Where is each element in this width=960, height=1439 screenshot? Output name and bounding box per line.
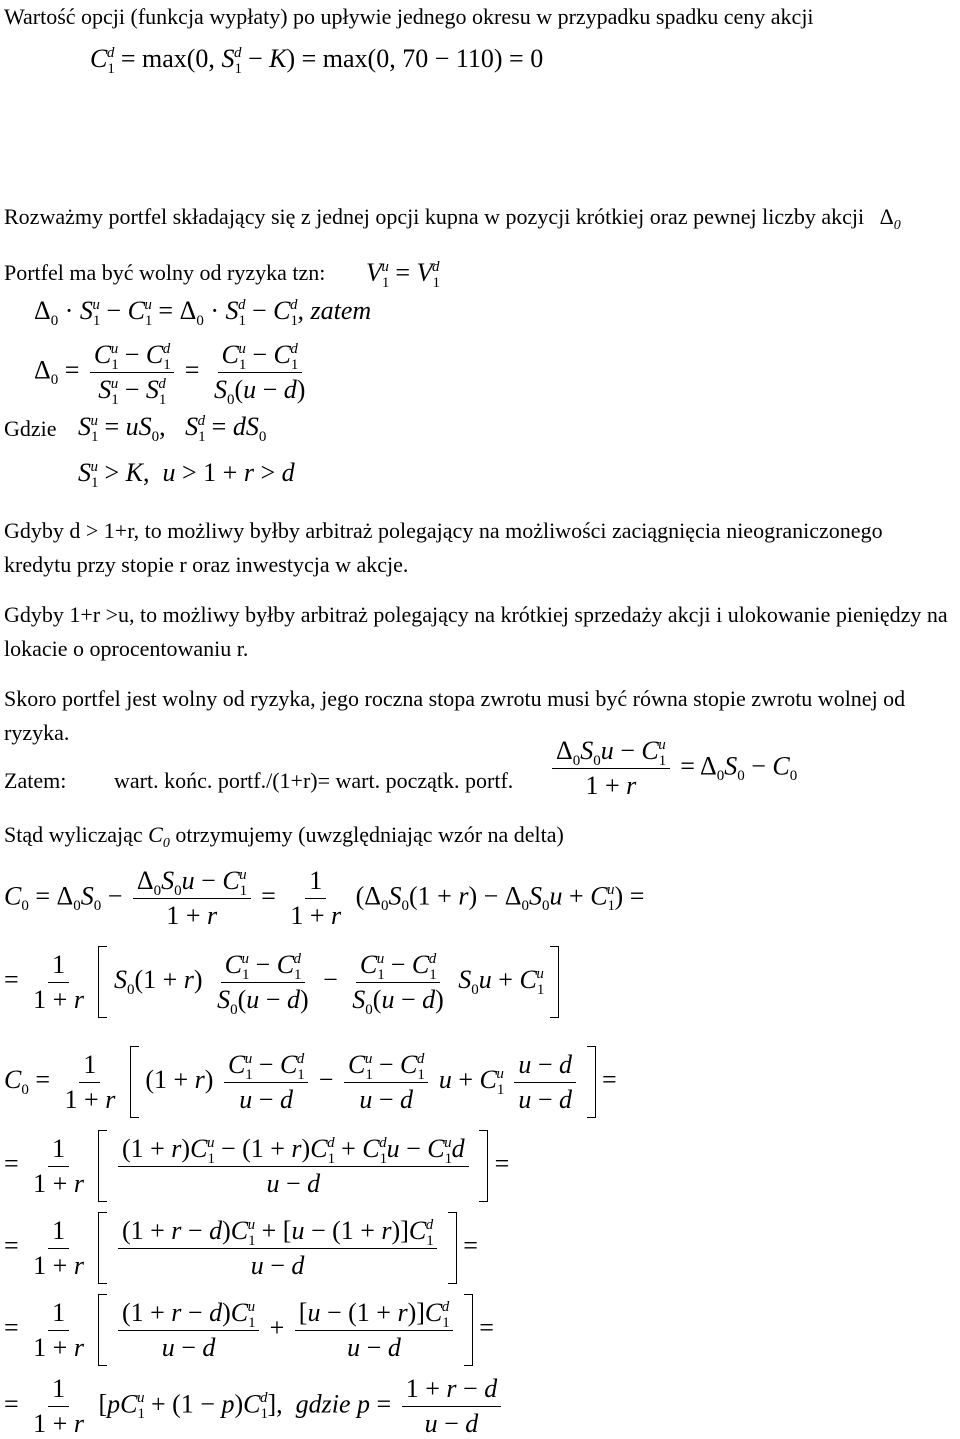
paragraph-arbitrage-u: Gdyby 1+r >u, to możliwy byłby arbitraż polegający na krótkiej sprzedaży akcji i ulokowanie pieniędzy na lokacie o oprocentowaniu r. bbox=[4, 602, 948, 661]
equation-c0-line3: $C_0$ = $\frac{1}{1 + r}$ (1 + r) $\frac{C_1^u - C_1^d}{u - d}$ − $\frac{C_1^u - C_1^d}{u - d}$ $u + C_1^u$ $\frac{u - d}{u - d}$ = bbox=[4, 1046, 617, 1118]
equation-payoff: $C_1^d = \max(0$, $S_1^d - K) = \max(0$, 70 − 110) = 0 bbox=[90, 44, 544, 77]
paragraph-derivation: Stąd wyliczając $C_0$ otrzymujemy (uwzględniając wzór na delta) bbox=[4, 822, 564, 851]
equation-pricing: $\frac{\Delta_0S_0u - C_1^u}{1 + r}$ = $\Delta_0S_0 - C_0$ bbox=[548, 736, 797, 801]
equation-s-def: $S_1^u = uS_0$, $S_1^d = dS_0$ bbox=[78, 412, 267, 445]
paragraph-payoff-intro: Wartość opcji (funkcja wypłaty) po upływie jednego okresu w przypadku spadku ceny akcji bbox=[4, 4, 814, 29]
paragraph-arbitrage-d: Gdyby d > 1+r, to możliwy byłby arbitraż polegający na możliwości zaciągnięcia nieograniczonego kredytu przy stopie r oraz inwestycja w akcje. bbox=[4, 518, 883, 577]
equation-delta-formula: $\Delta_0$ = $\frac{C_1^u - C_1^d}{S_1^u - S_1^d}$ = $\frac{C_1^u - C_1^d}{S_0(u - d)}$ bbox=[34, 340, 306, 408]
equation-c0-line1: $C_0 = \Delta_0S_0$ − $\frac{\Delta_0S_0u - C_1^u}{1 + r}$ = $\frac{1}{1 + r}$ $(\Delta_0S_0(1 + r) - \Delta_0S_0u + C_1^u)$ = bbox=[4, 866, 645, 930]
derivation-post: otrzymujemy (uwzględniając wzór na delta) bbox=[175, 822, 564, 847]
paragraph-risk-free: Portfel ma być wolny od ryzyka tzn: bbox=[4, 260, 326, 285]
zatem-label: Zatem: bbox=[4, 768, 67, 793]
gdzie-label: Gdzie bbox=[4, 416, 57, 441]
paragraph-risk-free-rate: Skoro portfel jest wolny od ryzyka, jego roczna stopa zwrotu musi być równa stopie zwrotu wolnej od ryzyka. bbox=[4, 686, 906, 745]
derivation-pre: Stąd wyliczając bbox=[4, 822, 143, 847]
portfolio-text: Rozważmy portfel składający się z jednej opcji kupna w pozycji krótkiej oraz pewnej liczby akcji bbox=[4, 204, 865, 229]
equation-v-equal: $V_1^u = V_1^d$ bbox=[366, 258, 440, 291]
gdzie-word: gdzie bbox=[295, 1389, 351, 1419]
equation-c0-line2: = $\frac{1}{1 + r}$ $S_0(1 + r)$ $\frac{C_1^u - C_1^d}{S_0(u - d)}$ − $\frac{C_1^u - C_1^d}{S_0(u - d)}$ $S_0u + C_1^u$ bbox=[4, 946, 559, 1018]
zatem-word: , zatem bbox=[297, 296, 372, 325]
equation-inequality: $S_1^u > K$, u > 1 + r > d bbox=[78, 458, 295, 491]
equation-delta-balance: $\Delta_0 \cdot S_1^u - C_1^u = \Delta_0 \cdot S_1^d - C_1^d$, zatem bbox=[34, 296, 372, 329]
equation-c0-line6: = $\frac{1}{1 + r}$ $\frac{(1 + r - d)C_1^u}{u - d}$ + $\frac{[u - (1 + r)]C_1^d}{u - d}$ = bbox=[4, 1294, 494, 1366]
equation-c0-final: = $\frac{1}{1 + r}$ $[pC_1^u + (1 - p)C_1^d]$, gdzie p = $\frac{1 + r - d}{u - d}$ bbox=[4, 1374, 505, 1439]
equation-c0-line5: = $\frac{1}{1 + r}$ $\frac{(1 + r - d)C_1^u + [u - (1 + r)]C_1^d}{u - d}$ = bbox=[4, 1212, 478, 1284]
delta-symbol: $\Delta_0$ bbox=[879, 204, 901, 233]
paragraph-portfolio bbox=[4, 200, 901, 238]
zatem-text: wart. końc. portf./(1+r)= wart. początk. portf. bbox=[114, 768, 514, 793]
equation-c0-line4: = $\frac{1}{1 + r}$ $\frac{(1 + r)C_1^u - (1 + r)C_1^d + C_1^du - C_1^ud}{u - d}$ = bbox=[4, 1130, 509, 1202]
